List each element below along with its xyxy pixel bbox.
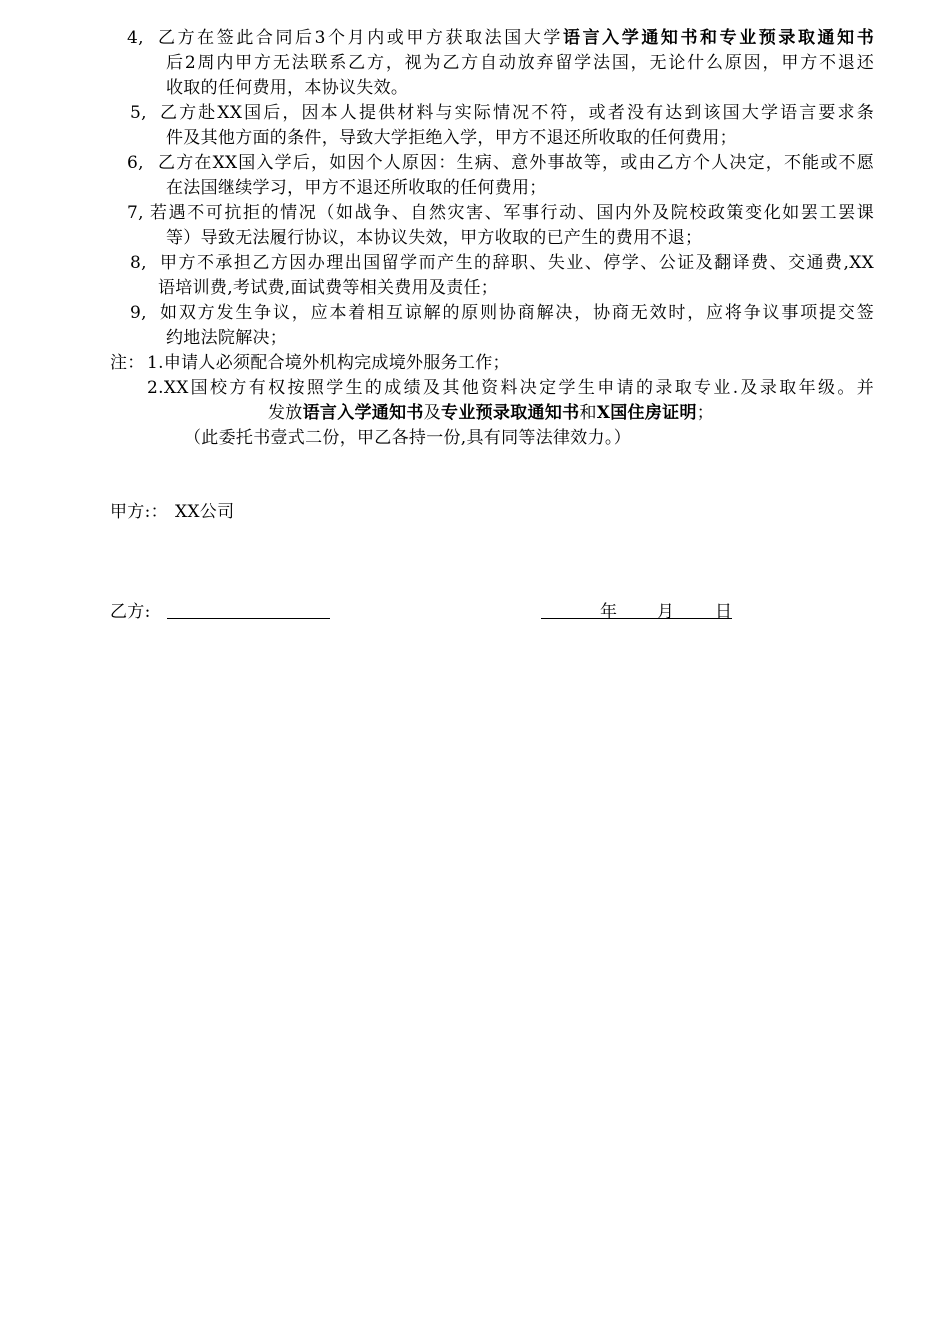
note-2-bold-language-notice: 语言入学通知书 <box>302 403 424 423</box>
clause-7-line-1: 若遇不可抗拒的情况（如战争、自然灾害、军事行动、国内外及院校政策变化如罢工罢课 <box>150 203 874 223</box>
clause-7-number: 7, <box>127 203 144 223</box>
clause-8-line-2: 语培训费,考试费,面试费等相关费用及责任； <box>158 278 499 298</box>
clause-5-line-1: 乙方赴XX国后，因本人提供材料与实际情况不符，或者没有达到该国大学语言要求条 <box>160 103 874 123</box>
clause-4-number: 4, <box>127 28 144 48</box>
note-2-text-and-1: 及 <box>423 403 442 423</box>
copies-note: （此委托书壹式二份，甲乙各持一份,具有同等法律效力。） <box>184 428 632 448</box>
note-2-text-issue: 发放 <box>268 403 303 423</box>
clause-6-line-1: 乙方在XX国入学后，如因个人原因：生病、意外事故等，或由乙方个人决定，不能或不愿 <box>158 153 874 173</box>
note-2-bold-housing-proof: X国住房证明 <box>596 403 697 423</box>
note-2-text-end: ； <box>696 403 715 423</box>
date-year-label: 年 <box>600 602 618 622</box>
note-1: 1.申请人必须配合境外机构完成境外服务工作； <box>147 353 510 373</box>
clause-4-line-2: 后2周内甲方无法联系乙方，视为乙方自动放弃留学法国，无论什么原因，甲方不退还 <box>166 53 874 73</box>
date-line <box>541 618 732 619</box>
clause-4-text: 乙方在签此合同后3个月内或甲方获取法国大学 <box>158 28 563 48</box>
clause-5-line-2: 件及其他方面的条件，导致大学拒绝入学，甲方不退还所收取的任何费用； <box>166 128 737 148</box>
party-b-label: 乙方: <box>110 602 151 622</box>
clause-5-number: 5, <box>130 103 147 123</box>
note-2-text-and-2: 和 <box>579 403 597 423</box>
clause-6-number: 6, <box>127 153 144 173</box>
clause-4-line-3: 收取的任何费用，本协议失效。 <box>166 78 409 98</box>
clause-9-line-2: 约地法院解决； <box>166 328 288 348</box>
clause-8-number: 8, <box>130 253 147 273</box>
notes-label: 注： <box>110 353 145 373</box>
clause-8-line-1: 甲方不承担乙方因办理出国留学而产生的辞职、失业、停学、公证及翻译费、交通费,XX <box>160 253 874 273</box>
clause-7-line-2: 等）导致无法履行协议，本协议失效，甲方收取的已产生的费用不退； <box>166 228 703 248</box>
note-2-line-2 <box>268 401 714 425</box>
note-2-bold-major-notice: 专业预录取通知书 <box>441 403 580 423</box>
clause-9-number: 9, <box>130 303 147 323</box>
party-a-label: 甲方:： <box>110 502 168 522</box>
party-b-signature-line <box>167 618 330 619</box>
party-a-value: XX公司 <box>175 502 235 522</box>
note-2-line-1: 2.XX国校方有权按照学生的成绩及其他资料决定学生申请的录取专业.及录取年级。并 <box>147 378 874 398</box>
clause-6-line-2: 在法国继续学习，甲方不退还所收取的任何费用； <box>166 178 547 198</box>
clause-4-bold-docs: 语言入学通知书和专业预录取通知书 <box>563 28 874 48</box>
date-month-label: 月 <box>657 602 675 622</box>
date-day-label: 日 <box>715 602 733 622</box>
clause-4-line-1 <box>158 26 874 50</box>
clause-9-line-1: 如双方发生争议，应本着相互谅解的原则协商解决，协商无效时，应将争议事项提交签 <box>160 303 874 323</box>
